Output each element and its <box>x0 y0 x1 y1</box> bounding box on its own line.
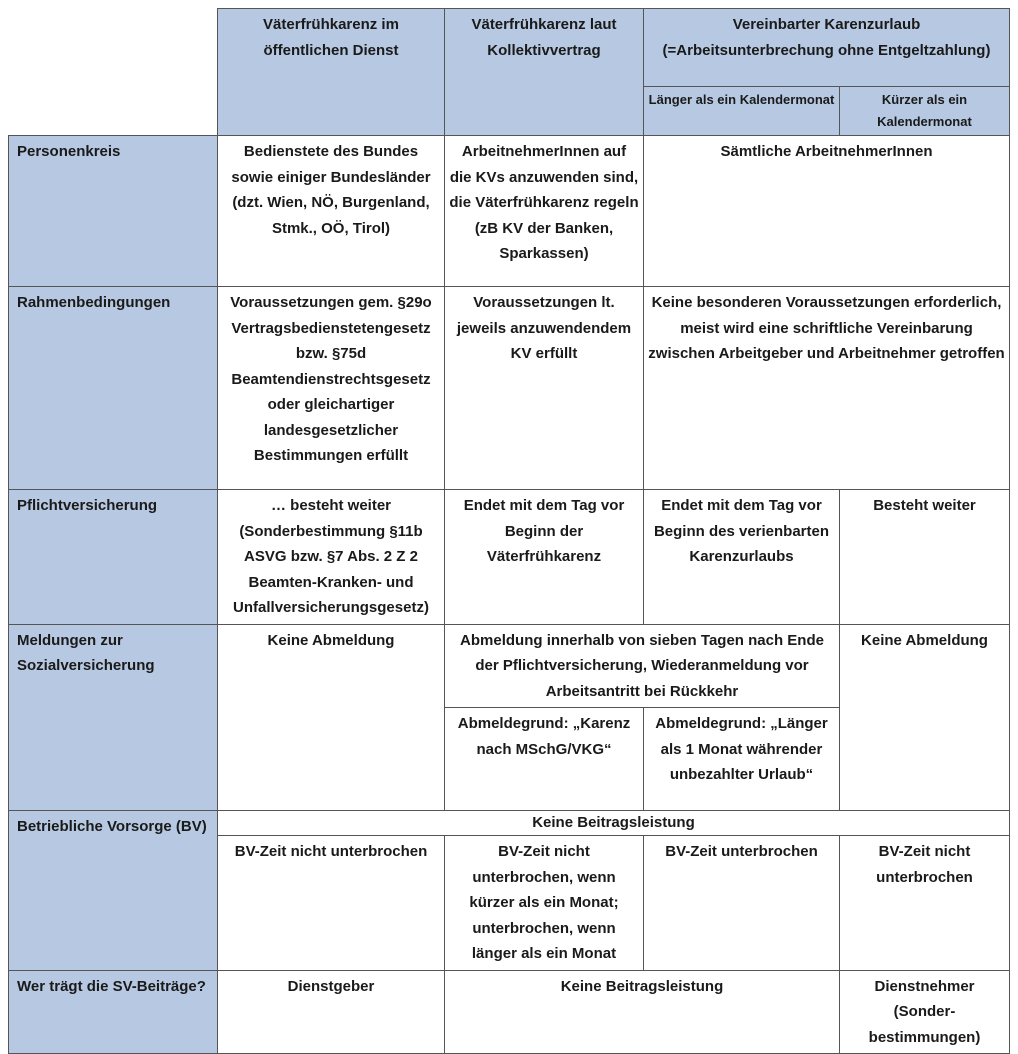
cell-pflicht-public: … besteht weiter (Sonderbestimmung §11b ASVG bzw. §7 Abs. 2 Z 2 Beamten-Kranken- und Unfallversicherungsgesetz) <box>218 490 445 625</box>
cell-personenkreis-public: Bedienstete des Bundes sowie einiger Bundesländer (dzt. Wien, NÖ, Burgenland, Stmk., OÖ, Tirol) <box>218 136 445 287</box>
table-row <box>9 970 1010 1054</box>
header-collective-agreement: Väterfrühkarenz laut Kollektivvertrag <box>445 9 644 136</box>
header-public-service: Väterfrühkarenz im öffentlichen Dienst <box>218 9 445 136</box>
cell-rahmen-kv: Voraussetzungen lt. jeweils anzuwendendem KV erfüllt <box>445 287 644 490</box>
subheader-shorter-than-month: Kürzer als ein Kalendermonat <box>840 87 1010 136</box>
row-label-sv-beitraege: Wer trägt die SV-Beiträge? <box>9 970 218 1054</box>
empty-corner-lower <box>9 87 218 136</box>
cell-pflicht-longer: Endet mit dem Tag vor Beginn des verienbarten Karenzurlaubs <box>644 490 840 625</box>
row-label-meldungen: Meldungen zur Sozialversicherung <box>9 624 218 811</box>
cell-pflicht-kv: Endet mit dem Tag vor Beginn der Väterfrühkarenz <box>445 490 644 625</box>
cell-pflicht-shorter: Besteht weiter <box>840 490 1010 625</box>
subheader-longer-than-month: Länger als ein Kalendermonat <box>644 87 840 136</box>
cell-meldungen-reason-longer: Abmeldegrund: „Länger als 1 Monat währender unbezahlter Urlaub“ <box>644 708 840 811</box>
cell-rahmen-leave: Keine besonderen Voraussetzungen erforderlich, meist wird eine schriftliche Vereinbarung zwischen Arbeitgeber und Arbeitnehmer getroffen <box>644 287 1010 490</box>
table-row <box>9 811 1010 836</box>
cell-bv-no-contribution: Keine Beitragsleistung <box>218 811 1010 836</box>
table-row <box>9 136 1010 287</box>
cell-bv-shorter: BV-Zeit nicht unterbrochen <box>840 836 1010 971</box>
cell-meldungen-public: Keine Abmeldung <box>218 624 445 811</box>
table-row <box>9 490 1010 625</box>
table-row <box>9 624 1010 708</box>
empty-corner <box>9 9 218 87</box>
cell-sv-shorter: Dienstnehmer (Sonder-bestimmungen) <box>840 970 1010 1054</box>
cell-sv-none: Keine Beitragsleistung <box>445 970 840 1054</box>
header-agreed-leave: Vereinbarter Karenzurlaub (=Arbeitsunterbrechung ohne Entgeltzahlung) <box>644 9 1010 87</box>
cell-sv-public: Dienstgeber <box>218 970 445 1054</box>
cell-rahmen-public: Voraussetzungen gem. §29o Vertragsbedienstetengesetz bzw. §75d Beamtendienstrechtsgesetz oder gleichartiger landesgesetzlicher Bestimmungen erfüllt <box>218 287 445 490</box>
cell-meldungen-deregistration: Abmeldung innerhalb von sieben Tagen nach Ende der Pflichtversicherung, Wiederanmeldung vor Arbeitsantritt bei Rückkehr <box>445 624 840 708</box>
row-label-bv: Betriebliche Vorsorge (BV) <box>9 811 218 971</box>
cell-bv-public: BV-Zeit nicht unterbrochen <box>218 836 445 971</box>
table-row <box>9 287 1010 490</box>
cell-meldungen-reason-kv: Abmeldegrund: „Karenz nach MSchG/VKG“ <box>445 708 644 811</box>
comparison-table <box>8 8 1010 1054</box>
cell-bv-kv: BV-Zeit nicht unterbrochen, wenn kürzer als ein Monat; unterbrochen, wenn länger als ein Monat <box>445 836 644 971</box>
cell-bv-longer: BV-Zeit unterbrochen <box>644 836 840 971</box>
row-label-rahmenbedingungen: Rahmenbedingungen <box>9 287 218 490</box>
cell-personenkreis-kv: ArbeitnehmerInnen auf die KVs anzuwenden sind, die Väterfrühkarenz regeln (zB KV der Banken, Sparkassen) <box>445 136 644 287</box>
row-label-pflichtversicherung: Pflichtversicherung <box>9 490 218 625</box>
cell-personenkreis-leave: Sämtliche ArbeitnehmerInnen <box>644 136 1010 287</box>
cell-meldungen-shorter: Keine Abmeldung <box>840 624 1010 811</box>
row-label-personenkreis: Personenkreis <box>9 136 218 287</box>
